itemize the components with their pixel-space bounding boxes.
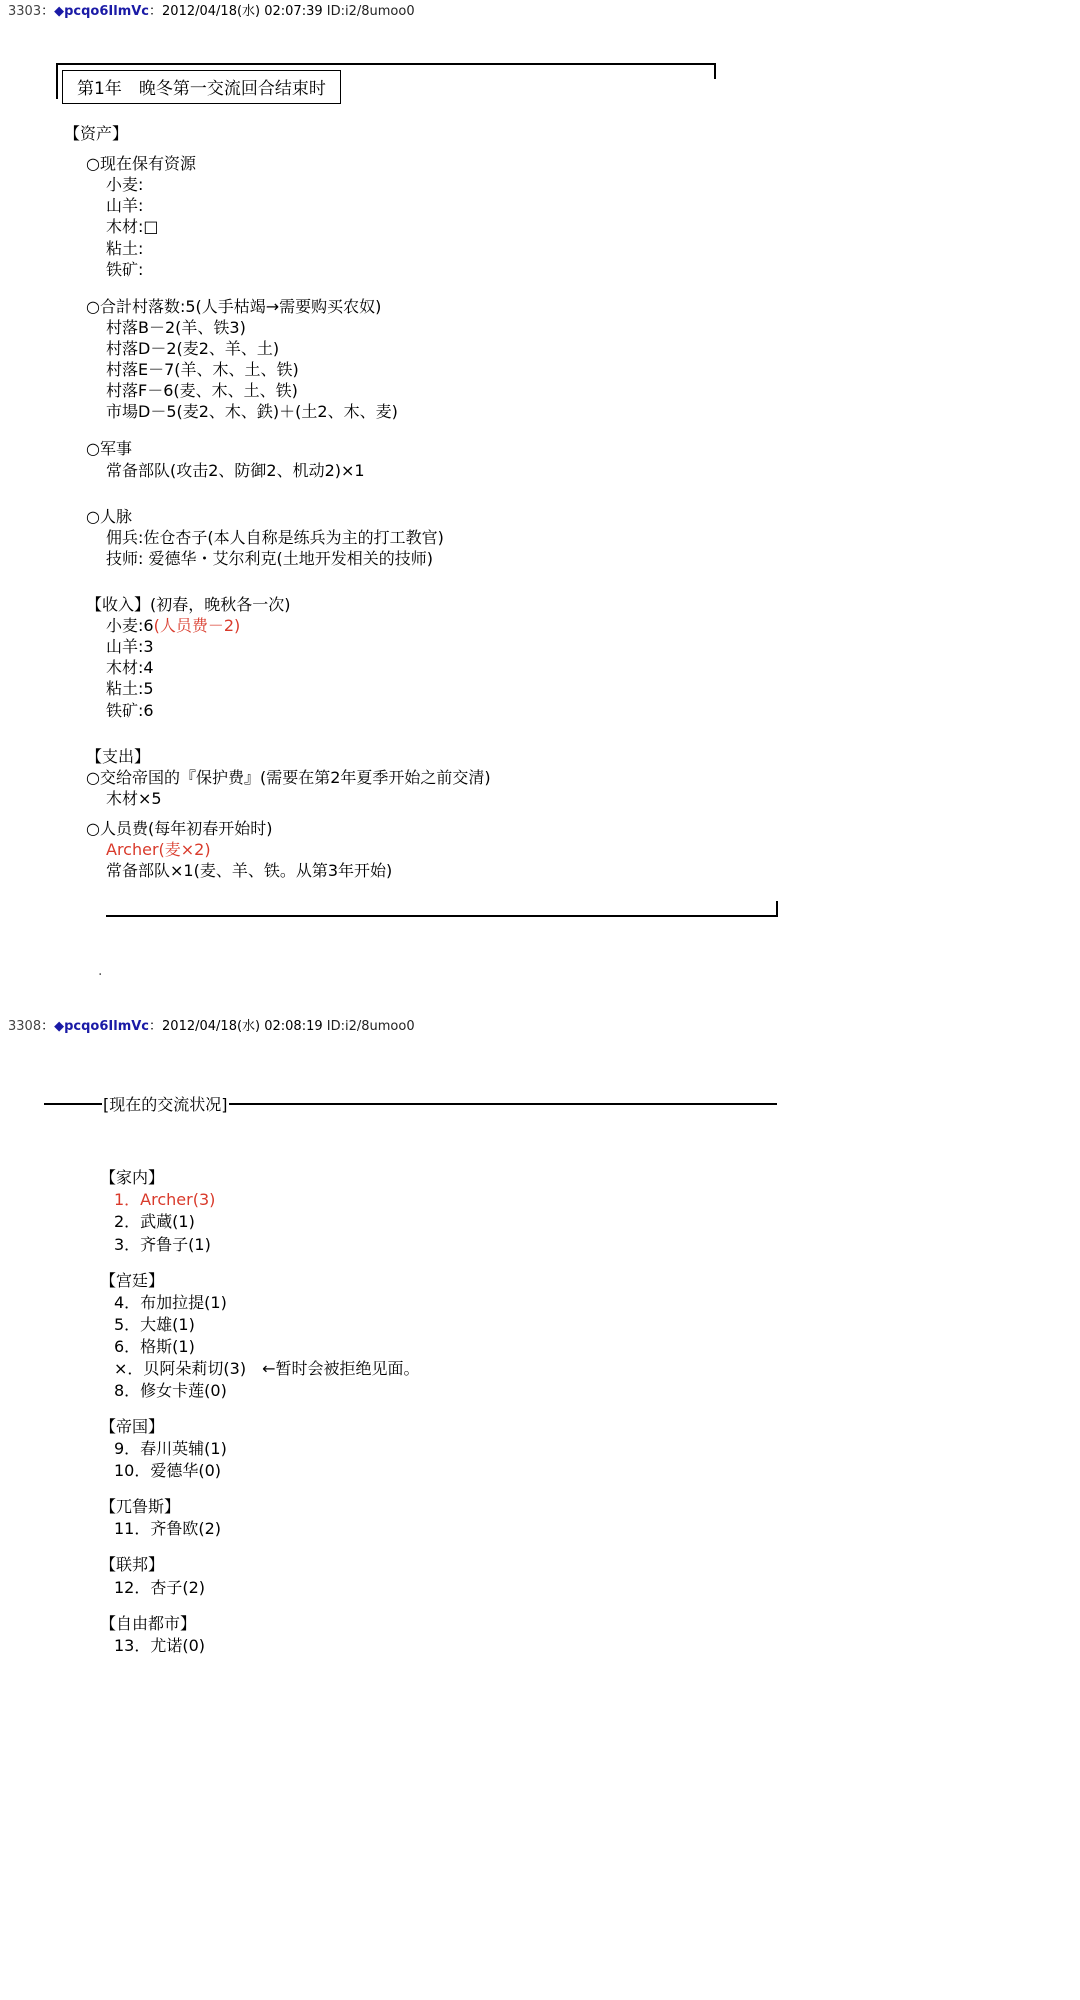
report-block [0,63,1080,979]
status-heading: [现在的交流状况] [103,1095,228,1115]
list-item: 1．Archer(3) [114,1190,216,1210]
group-empire [100,1416,1080,1482]
title-right-tick [714,63,716,79]
post-date: 2012/04/18(水) 02:07:39 [162,4,323,19]
expense-protection-item: 木材×5 [106,788,162,808]
title-left-tick [56,65,58,99]
expense-staff-archer: Archer(麦×2) [106,840,211,860]
income-wheat-label: 小麦:6 [106,616,154,636]
list-item: 13．尤诺(0) [114,1635,206,1655]
village-item: 村落D－2(麦2、羊、土) [106,338,280,358]
post-separator-2: ： [149,1019,163,1035]
list-item: 10．爱德华(0) [114,1461,222,1481]
income-wheat-note: (人员费－2) [153,616,241,636]
assets-heading: 【资产】 [64,124,129,143]
post-header-2 [0,1015,1080,1034]
list-item: 9．春川英辅(1) [114,1439,227,1459]
post-2 [0,1015,1080,1656]
village-item: 村落E－7(羊、木、土、铁) [106,360,299,380]
post-author: pcqo6IlmVc [64,4,150,19]
list-item: 2．武蔵(1) [114,1212,195,1232]
military-item: 常备部队(攻击2、防御2、机动2)×1 [106,460,365,480]
resource-item: 山羊: [106,196,144,216]
expense-heading: 【支出】 [86,746,151,766]
expense-staff-heading: ○人员费(每年初春开始时) [86,818,273,838]
post-header-1 [0,0,1080,19]
contact-item: 佣兵:佐仓杏子(本人自称是练兵为主的打工教官) [106,527,444,547]
post-separator: ： [41,1019,55,1035]
group-items [100,1518,1080,1540]
rule-left [44,1103,102,1105]
contacts-heading: ○人脉 [86,506,132,526]
bottom-rule-bar [106,915,778,917]
expense-protection-heading: ○交给帝国的『保护费』(需要在第2年夏季开始之前交清) [86,767,491,787]
status-rule-row [0,1092,1080,1115]
group-free-city [100,1613,1080,1657]
post-separator-2: ： [149,4,163,19]
group-items [100,1438,1080,1482]
group-title: 【自由都市】 [100,1613,197,1633]
list-item: 8．修女卡莲(0) [114,1380,227,1400]
resources-heading: ○现在保有资源 [86,154,196,174]
post-separator: ： [41,4,55,19]
resource-item: 小麦: [106,175,144,195]
list-item: 6．格斯(1) [114,1336,195,1356]
group-ulus [100,1496,1080,1540]
report-body [56,123,1080,881]
bottom-rule-tick [776,901,778,917]
group-title: 【兀鲁斯】 [100,1497,181,1517]
income-item: 粘土:5 [106,679,154,699]
group-title: 【帝国】 [100,1417,165,1437]
income-item: 木材:4 [106,658,154,678]
list-item: 12．杏子(2) [114,1577,206,1597]
list-item: 11．齐鲁欧(2) [114,1519,222,1539]
list-item: 3．齐鲁子(1) [114,1234,211,1254]
resource-item: 粘土: [106,238,144,258]
group-title: 【联邦】 [100,1555,165,1575]
group-home [100,1167,1080,1255]
group-title: 【宫廷】 [100,1270,165,1290]
rule-right [229,1103,777,1105]
relationship-list [0,1167,1080,1656]
list-item: 5．大雄(1) [114,1314,195,1334]
income-item: 山羊:3 [106,637,154,657]
group-federation [100,1554,1080,1598]
report-title-frame [56,63,716,105]
post-id: ID:i2/8umoo0 [326,1019,415,1035]
resource-item: 木材:□ [106,217,159,237]
report-title: 第1年 晚冬第一交流回合结束时 [62,70,341,104]
post-date: 2012/04/18(水) 02:08:19 [162,1019,323,1035]
post-author: pcqo6IlmVc [64,1019,150,1035]
group-title: 【家内】 [100,1168,165,1188]
post-id: ID:i2/8umoo0 [326,4,415,19]
report-bottom-rule [106,901,778,919]
resource-item: 铁矿: [106,259,144,279]
income-item: 铁矿:6 [106,700,154,720]
military-heading: ○军事 [86,439,132,459]
list-item: ×．贝阿朵莉切(3) ←暂时会被拒绝见面。 [114,1358,420,1378]
group-items [100,1577,1080,1599]
village-item: 村落B－2(羊、铁3) [106,317,246,337]
group-items [100,1292,1080,1402]
post-number: 3308 [8,1019,42,1035]
village-item: 市場D－5(麦2、木、鉄)＋(土2、木、麦) [106,402,398,422]
group-court [100,1270,1080,1402]
post-number: 3303 [8,4,42,19]
title-top-rule [56,63,716,65]
trip-diamond-icon: ◆ [54,4,65,19]
income-first-line [56,615,1080,636]
group-items [100,1189,1080,1255]
group-items [100,1635,1080,1657]
trip-diamond-icon: ◆ [54,1019,65,1035]
village-item: 村落F－6(麦、木、土、铁) [106,381,298,401]
separator-dot: . [98,963,103,980]
villages-heading: ○合計村落数:5(人手枯竭→需要购买农奴) [86,296,382,316]
list-item: 4．布加拉提(1) [114,1292,227,1312]
expense-staff-item: 常备部队×1(麦、羊、铁。从第3年开始) [106,861,393,881]
contact-item: 技师: 爱德华・艾尔利克(土地开发相关的技师) [106,548,433,568]
income-heading: 【收入】(初春，晚秋各一次) [86,594,291,614]
